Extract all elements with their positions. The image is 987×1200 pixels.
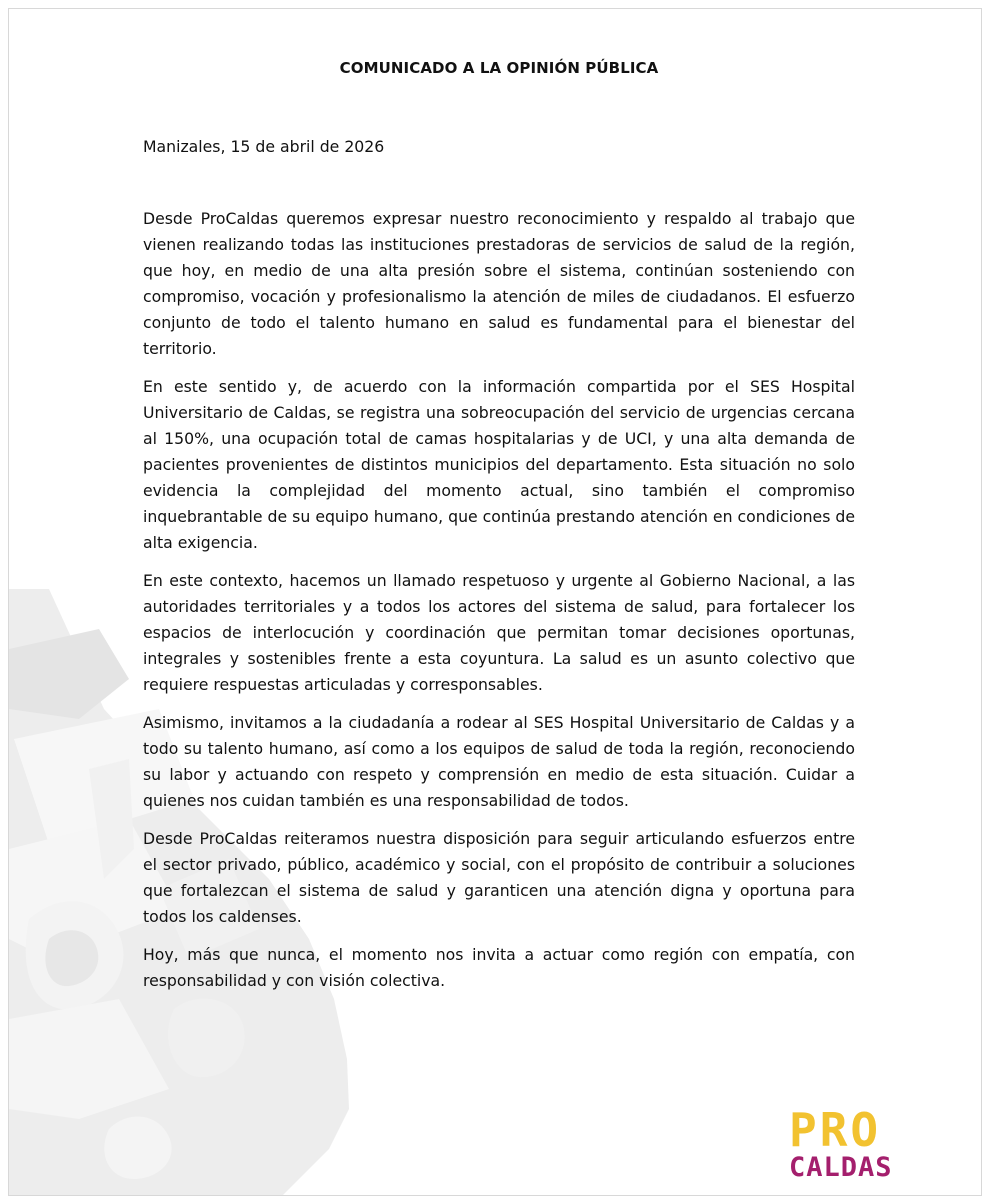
body-paragraph: En este sentido y, de acuerdo con la información compartida por el SES Hospital Universitario de Caldas, se registra una sobreocupación del servicio de urgencias cercana al 150%, una ocupación total de camas hospitalarias y de UCI, y una alta demanda de pacientes provenientes de distintos municipios del departamento. Esta situación no solo evidencia la complejidad del momento actual, sino también el compromiso inquebrantable de su equipo humano, que continúa prestando atención en condiciones de alta exigencia. xyxy=(143,377,855,552)
body-paragraph: Hoy, más que nunca, el momento nos invita a actuar como región con empatía, con responsabilidad y con visión colectiva. xyxy=(143,945,855,990)
document-body xyxy=(143,59,855,1006)
dateline: Manizales, 15 de abril de 2026 xyxy=(143,137,385,156)
body-paragraph: Asimismo, invitamos a la ciudadanía a rodear al SES Hospital Universitario de Caldas y a todo su talento humano, así como a los equipos de salud de toda la región, reconociendo su labor y actuando con respeto y comprensión en medio de esta situación. Cuidar a quienes nos cuidan también es una responsabilidad de todos. xyxy=(143,713,855,810)
procaldas-logo xyxy=(789,1103,899,1196)
body-paragraph: En este contexto, hacemos un llamado respetuoso y urgente al Gobierno Nacional, a las autoridades territoriales y a todos los actores del sistema de salud, para fortalecer los espacios de interlocución y coordinación que permitan tomar decisiones oportunas, integrales y sostenibles frente a esta coyuntura. La salud es un asunto colectivo que requiere respuestas articuladas y corresponsables. xyxy=(143,571,855,694)
document-title: COMUNICADO A LA OPINIÓN PÚBLICA xyxy=(339,59,659,77)
body-paragraph: Desde ProCaldas queremos expresar nuestro reconocimiento y respaldo al trabajo que vienen realizando todas las instituciones prestadoras de servicios de salud de la región, que hoy, en medio de una alta presión sobre el sistema, continúan sosteniendo con compromiso, vocación y profesionalismo la atención de miles de ciudadanos. El esfuerzo conjunto de todo el talento humano en salud es fundamental para el bienestar del territorio. xyxy=(143,209,855,358)
logo-pro-text: PRO xyxy=(789,1103,882,1157)
document-page xyxy=(8,8,982,1196)
logo-caldas-text: CALDAS xyxy=(789,1152,893,1183)
body-paragraph: Desde ProCaldas reiteramos nuestra disposición para seguir articulando esfuerzos entre el sector privado, público, académico y social, con el propósito de contribuir a soluciones que fortalezcan el sistema de salud y garanticen una atención digna y oportuna para todos los caldenses. xyxy=(143,829,855,926)
